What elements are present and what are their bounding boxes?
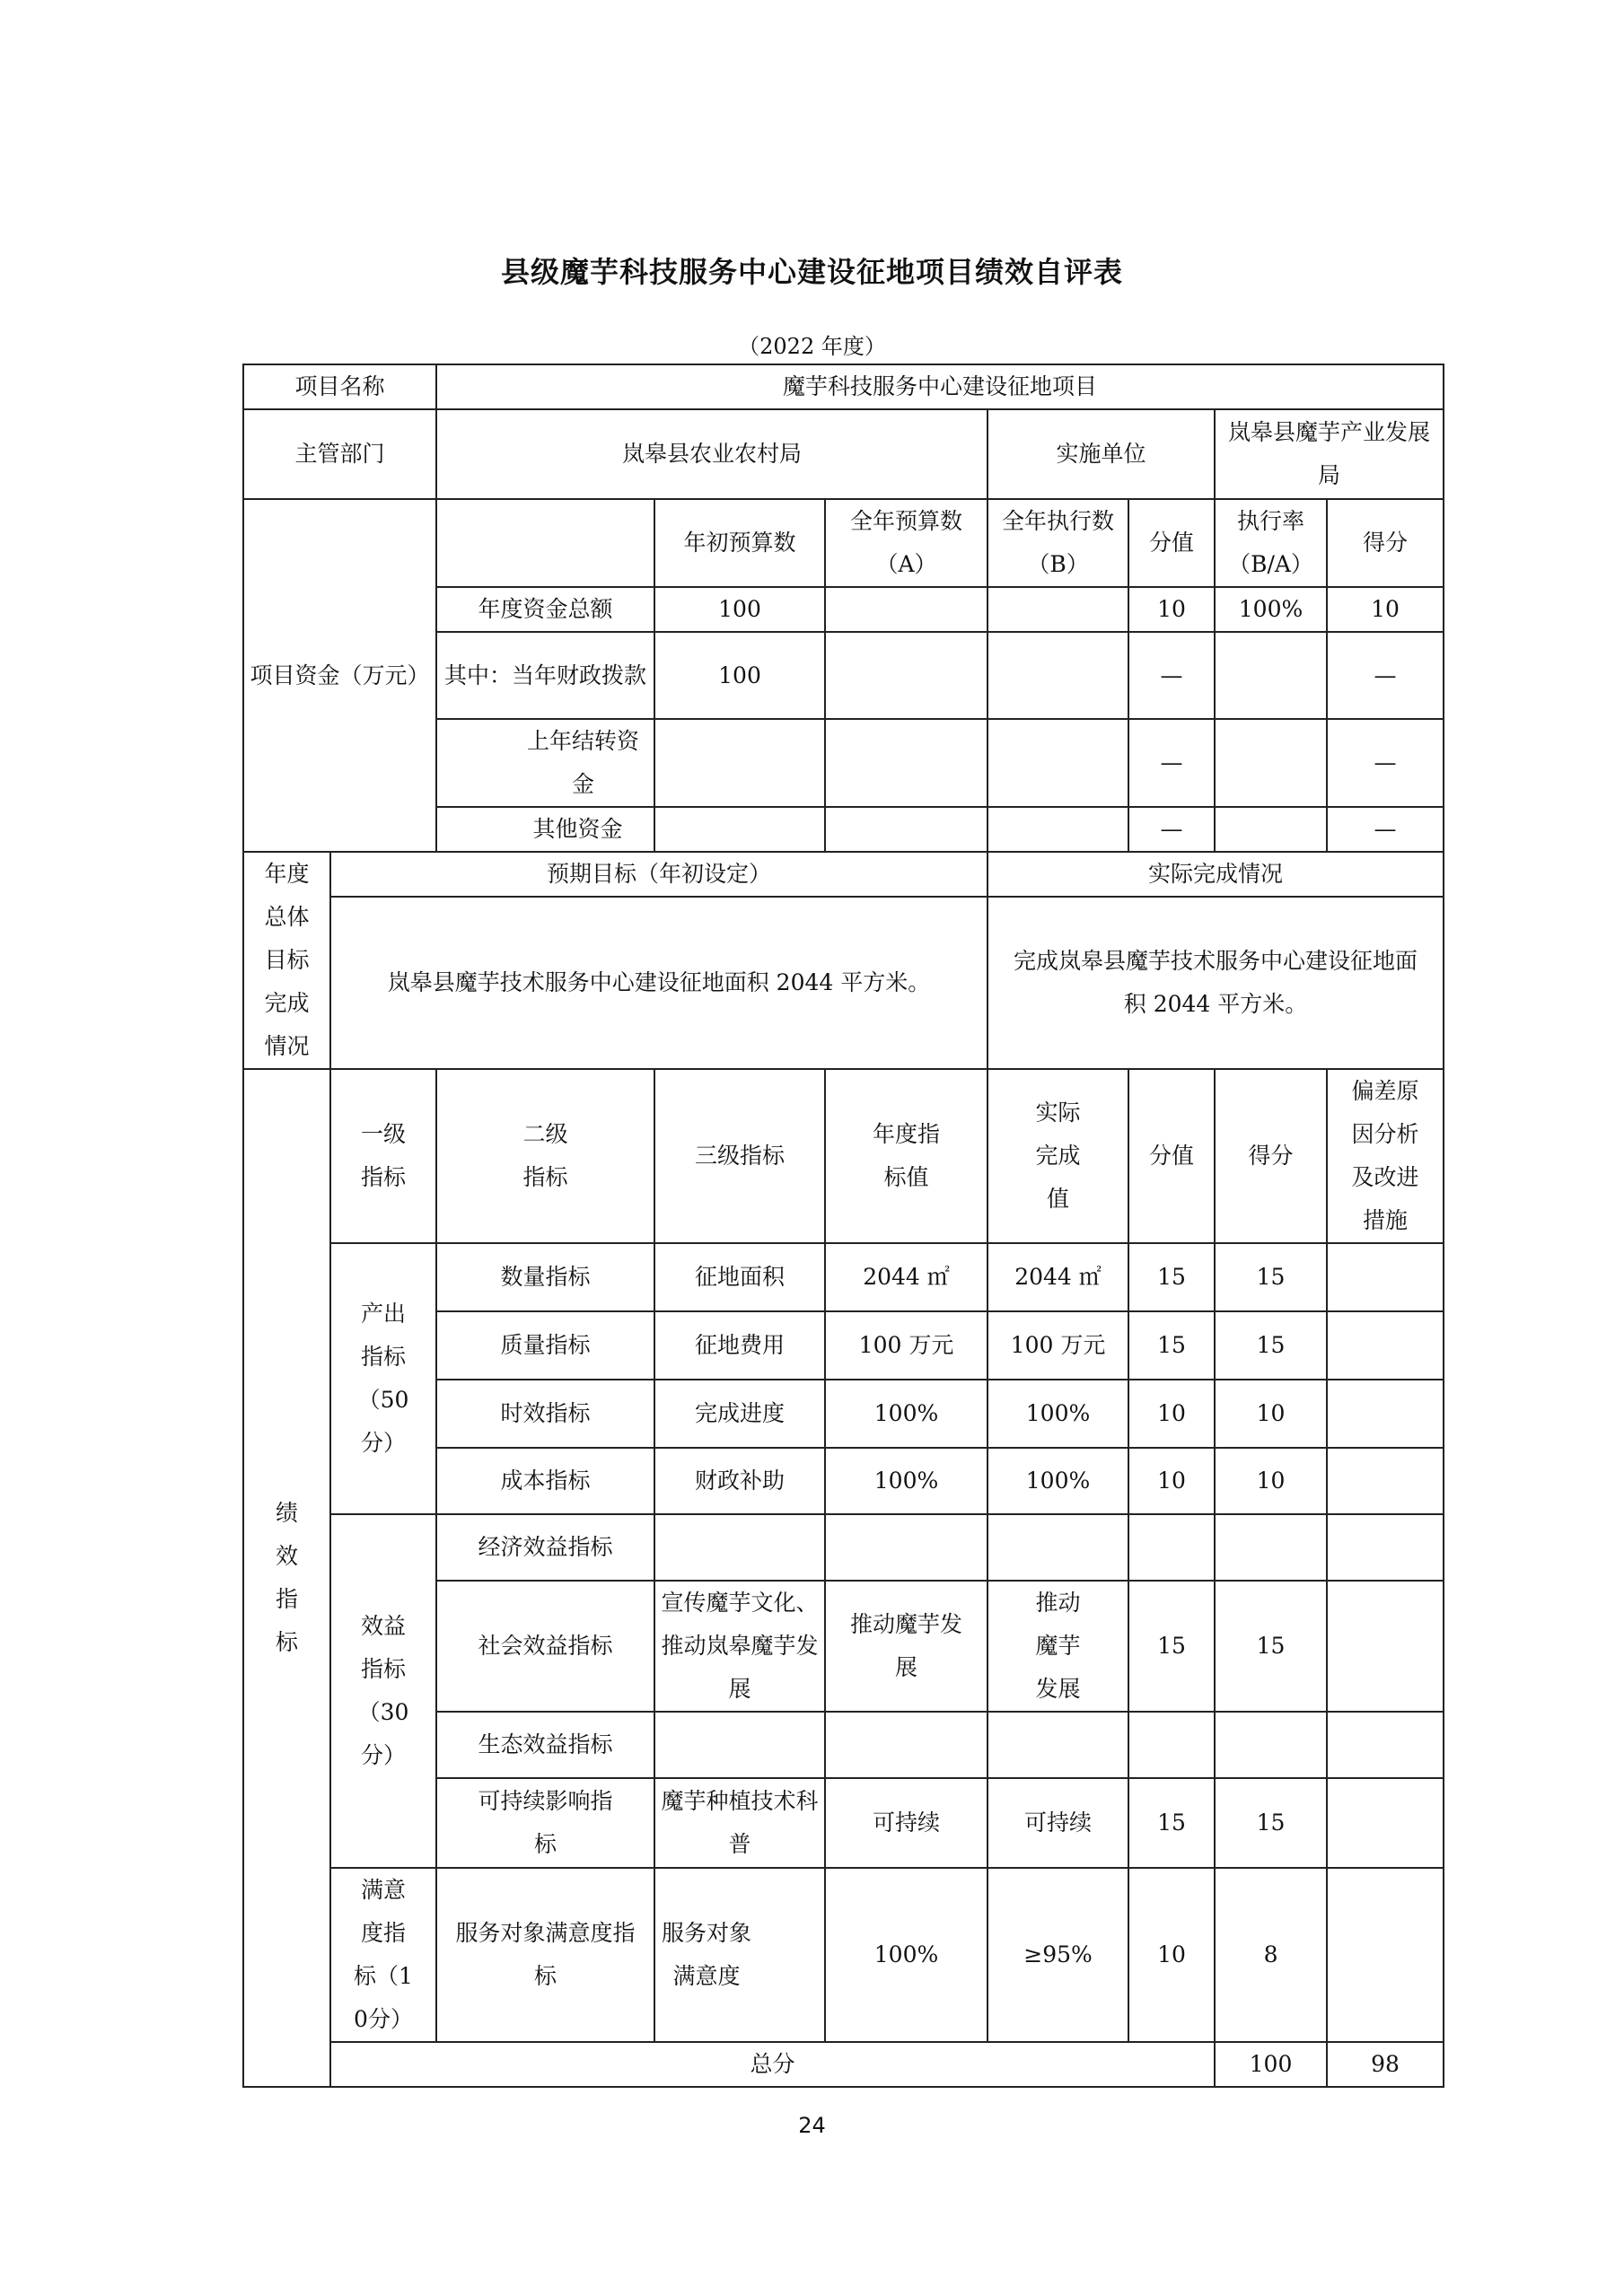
indicator-score: 8 (1215, 1868, 1327, 2042)
indicators-col-l1: 一级指标 (330, 1069, 436, 1243)
indicator-value: 15 (1128, 1243, 1215, 1311)
indicators-label: 绩效指标 (243, 1069, 330, 2087)
goals-expected-header: 预期目标（年初设定） (330, 852, 988, 897)
indicator-target: 2044 ㎡ (825, 1243, 988, 1311)
funds-col-initial: 年初预算数 (654, 499, 825, 587)
indicator-actual: 2044 ㎡ (988, 1243, 1128, 1311)
indicator-value: 10 (1128, 1868, 1215, 2042)
indicator-target: 100% (825, 1380, 988, 1448)
indicator-l2: 生态效益指标 (436, 1712, 654, 1778)
indicator-value: 10 (1128, 1448, 1215, 1514)
funds-header-row (243, 499, 1444, 587)
indicator-l2: 经济效益指标 (436, 1514, 654, 1581)
project-name-label: 项目名称 (243, 364, 436, 409)
indicator-value: 15 (1128, 1581, 1215, 1712)
funds-row-value: — (1128, 719, 1215, 807)
indicator-score: 10 (1215, 1380, 1327, 1448)
indicator-l3 (654, 1712, 825, 1778)
funds-row-full (825, 632, 988, 719)
project-name-row (243, 364, 1444, 409)
indicator-l2: 成本指标 (436, 1448, 654, 1514)
funds-row-initial (654, 807, 825, 852)
impl-value: 岚皋县魔芋产业发展局 (1215, 409, 1444, 499)
indicator-l2: 时效指标 (436, 1380, 654, 1448)
funds-row-initial: 100 (654, 587, 825, 632)
group-benefit: 效益指标（30分） (330, 1514, 436, 1868)
indicator-l2: 可持续影响指标 (436, 1778, 654, 1868)
indicator-note (1327, 1868, 1444, 2042)
funds-row-rate: 100% (1215, 587, 1327, 632)
indicators-col-l2: 二级指标 (436, 1069, 654, 1243)
funds-row-full (825, 587, 988, 632)
funds-label: 项目资金（万元） (243, 499, 436, 852)
indicator-target: 推动魔芋发展 (825, 1581, 988, 1712)
total-row (243, 2042, 1444, 2087)
funds-row-full (825, 719, 988, 807)
total-score: 98 (1327, 2042, 1444, 2087)
indicator-note (1327, 1581, 1444, 1712)
funds-row-score: — (1327, 632, 1444, 719)
indicator-target: 100% (825, 1868, 988, 2042)
indicator-l2: 服务对象满意度指标 (436, 1868, 654, 2042)
indicator-note (1327, 1448, 1444, 1514)
funds-row-rate (1215, 632, 1327, 719)
funds-row-score: — (1327, 719, 1444, 807)
project-name-value: 魔芋科技服务中心建设征地项目 (436, 364, 1444, 409)
funds-col-score: 得分 (1327, 499, 1444, 587)
indicator-note (1327, 1712, 1444, 1778)
indicator-l2: 数量指标 (436, 1243, 654, 1311)
indicators-col-value: 分值 (1128, 1069, 1215, 1243)
funds-row-rate (1215, 719, 1327, 807)
indicator-note (1327, 1380, 1444, 1448)
funds-row-exec (988, 632, 1128, 719)
funds-col-exec: 全年执行数（B） (988, 499, 1128, 587)
goals-expected: 岚皋县魔芋技术服务中心建设征地面积 2044 平方米。 (330, 897, 988, 1069)
indicator-l3: 魔芋种植技术科普 (654, 1778, 825, 1868)
indicator-l3: 征地费用 (654, 1311, 825, 1380)
indicators-col-target: 年度指标值 (825, 1069, 988, 1243)
indicator-l3: 财政补助 (654, 1448, 825, 1514)
indicator-l3: 征地面积 (654, 1243, 825, 1311)
indicator-target: 可持续 (825, 1778, 988, 1868)
indicator-actual: 100% (988, 1448, 1128, 1514)
indicator-actual: 可持续 (988, 1778, 1128, 1868)
group-satisfaction: 满意度指标（10分） (330, 1868, 436, 2042)
funds-blank-header (436, 499, 654, 587)
indicators-col-score: 得分 (1215, 1069, 1327, 1243)
indicator-target (825, 1514, 988, 1581)
indicator-note (1327, 1514, 1444, 1581)
year-subtitle: （2022 年度） (738, 334, 886, 359)
funds-row-name: 年度资金总额 (436, 587, 654, 632)
indicator-score: 10 (1215, 1448, 1327, 1514)
indicator-note (1327, 1243, 1444, 1311)
indicator-actual: 100 万元 (988, 1311, 1128, 1380)
goals-content-row (243, 897, 1444, 1069)
page-number: 24 (798, 2113, 826, 2138)
indicator-note (1327, 1311, 1444, 1380)
indicator-note (1327, 1778, 1444, 1868)
goals-actual-header: 实际完成情况 (988, 852, 1444, 897)
funds-row-exec (988, 587, 1128, 632)
indicator-l3: 宣传魔芋文化、推动岚皋魔芋发展 (654, 1581, 825, 1712)
indicator-l2: 社会效益指标 (436, 1581, 654, 1712)
group-output: 产出指标（50分） (330, 1243, 436, 1514)
funds-row-value: — (1128, 807, 1215, 852)
indicators-col-l3: 三级指标 (654, 1069, 825, 1243)
indicator-score: 15 (1215, 1243, 1327, 1311)
indicator-target (825, 1712, 988, 1778)
funds-row-value: 10 (1128, 587, 1215, 632)
funds-row-score: 10 (1327, 587, 1444, 632)
funds-row-exec (988, 807, 1128, 852)
indicator-actual: 100% (988, 1380, 1128, 1448)
funds-row-full (825, 807, 988, 852)
funds-row-name: 其他资金 (436, 807, 654, 852)
funds-row-value: — (1128, 632, 1215, 719)
indicator-actual: ≥95% (988, 1868, 1128, 2042)
funds-row-name: 其中：当年财政拨款 (436, 632, 654, 719)
indicator-actual: 推动魔芋发展 (988, 1581, 1128, 1712)
impl-label: 实施单位 (988, 409, 1215, 499)
indicator-value: 15 (1128, 1778, 1215, 1868)
indicator-score (1215, 1712, 1327, 1778)
funds-row-exec (988, 719, 1128, 807)
indicator-actual (988, 1514, 1128, 1581)
indicator-target: 100% (825, 1448, 988, 1514)
funds-row-name: 上年结转资金 (436, 719, 654, 807)
indicator-score (1215, 1514, 1327, 1581)
evaluation-table (242, 364, 1444, 2088)
indicator-value: 15 (1128, 1311, 1215, 1380)
indicator-score: 15 (1215, 1581, 1327, 1712)
dept-value: 岚皋县农业农村局 (436, 409, 988, 499)
indicator-value (1128, 1514, 1215, 1581)
indicator-value (1128, 1712, 1215, 1778)
goals-header-row (243, 852, 1444, 897)
total-value: 100 (1215, 2042, 1327, 2087)
funds-col-rate: 执行率（B/A） (1215, 499, 1327, 587)
indicator-l3: 完成进度 (654, 1380, 825, 1448)
funds-row-initial (654, 719, 825, 807)
funds-row-rate (1215, 807, 1327, 852)
indicator-l2: 质量指标 (436, 1311, 654, 1380)
indicator-score: 15 (1215, 1311, 1327, 1380)
funds-row-score: — (1327, 807, 1444, 852)
indicator-value: 10 (1128, 1380, 1215, 1448)
indicator-row (243, 1243, 1444, 1311)
dept-label: 主管部门 (243, 409, 436, 499)
indicators-col-actual: 实际完成值 (988, 1069, 1128, 1243)
indicators-col-note: 偏差原因分析及改进措施 (1327, 1069, 1444, 1243)
funds-col-value: 分值 (1128, 499, 1215, 587)
indicator-l3 (654, 1514, 825, 1581)
goals-label: 年度总体目标完成情况 (243, 852, 330, 1069)
indicator-row (243, 1868, 1444, 2042)
goals-actual: 完成岚皋县魔芋技术服务中心建设征地面积 2044 平方米。 (988, 897, 1444, 1069)
indicators-header-row (243, 1069, 1444, 1243)
page-title: 县级魔芋科技服务中心建设征地项目绩效自评表 (500, 255, 1123, 289)
indicator-row (243, 1514, 1444, 1581)
indicator-actual (988, 1712, 1128, 1778)
department-row (243, 409, 1444, 499)
indicator-l3: 服务对象满意度 (654, 1868, 825, 2042)
funds-row-initial: 100 (654, 632, 825, 719)
funds-col-full: 全年预算数（A） (825, 499, 988, 587)
total-label: 总分 (330, 2042, 1215, 2087)
indicator-score: 15 (1215, 1778, 1327, 1868)
indicator-target: 100 万元 (825, 1311, 988, 1380)
